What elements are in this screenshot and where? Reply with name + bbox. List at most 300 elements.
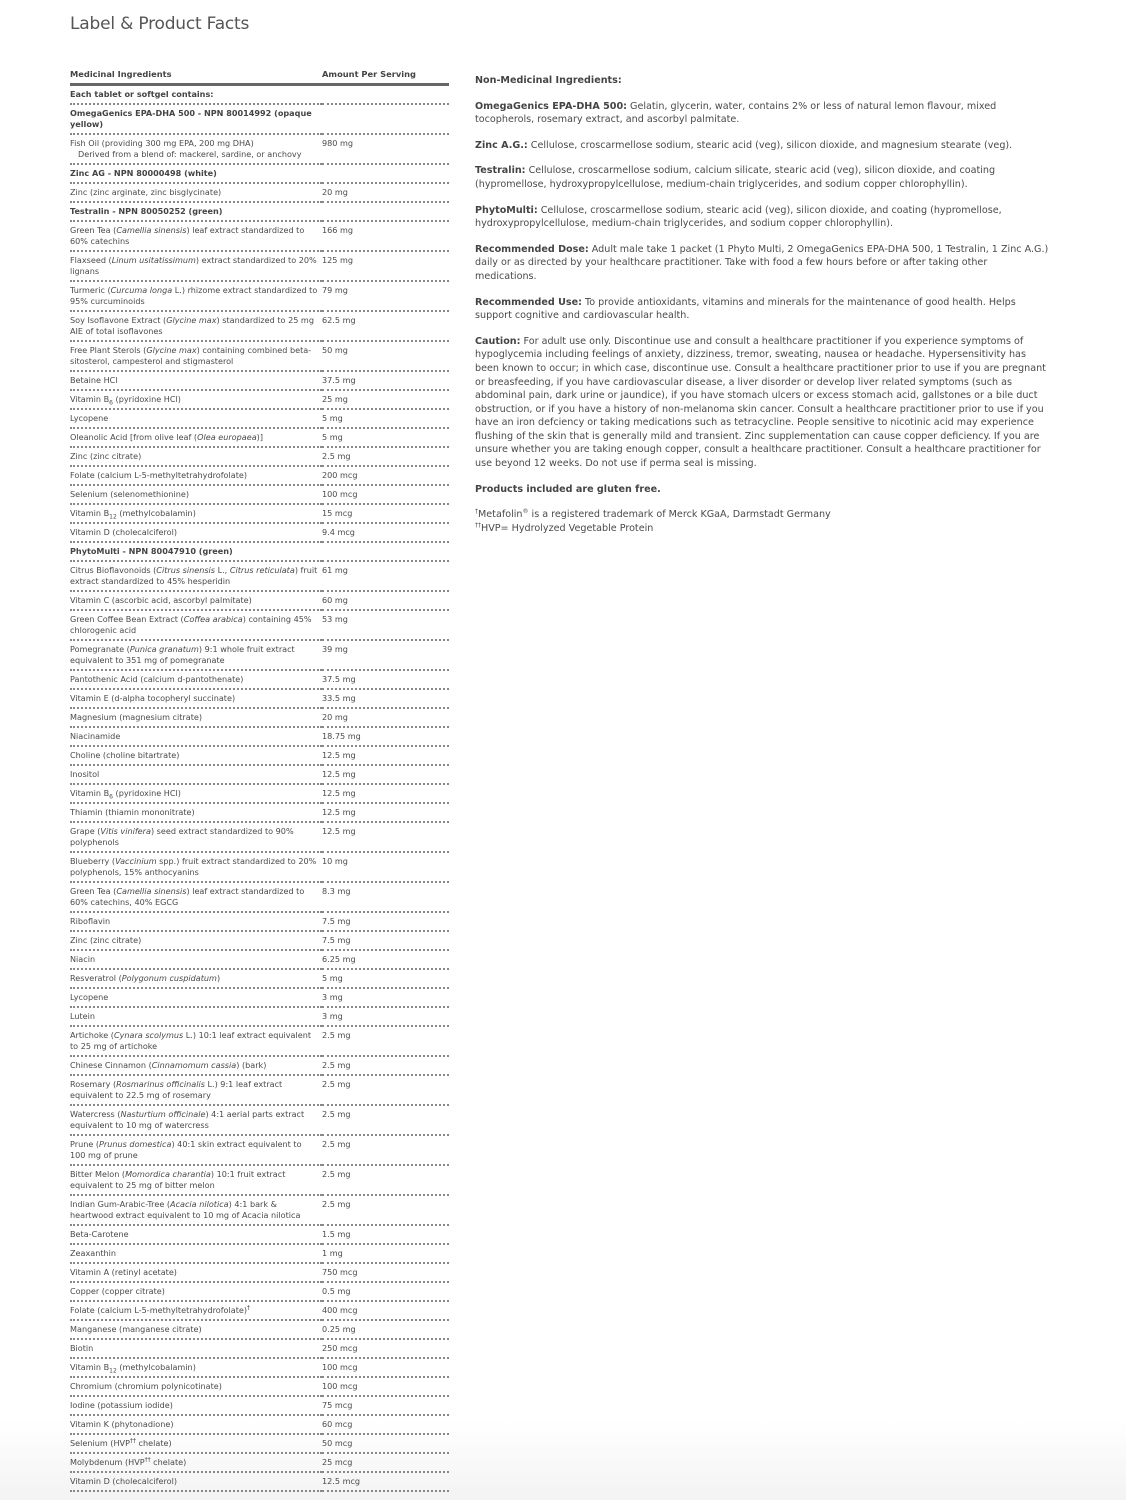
table-row bbox=[70, 765, 449, 784]
ingredient-text: Chinese Cinnamon ( bbox=[70, 1060, 152, 1070]
amount-per-serving: 25 mcg bbox=[322, 1453, 449, 1472]
ingredient-name bbox=[70, 640, 322, 670]
ingredient-text: chelate) bbox=[135, 1438, 172, 1448]
table-row bbox=[70, 1135, 449, 1165]
info-section-text: Cellulose, croscarmellose sodium, stearic acid (veg), silicon dioxide, and coating (hypromellose, hydroxypropylcellulose, medium-chain triglycerides, and sodium copper chlorophyllin). bbox=[475, 204, 1002, 230]
ingredient-text: chelate) bbox=[150, 1457, 187, 1467]
ingredient-name bbox=[70, 988, 322, 1007]
ingredient-text: Green Tea ( bbox=[70, 225, 117, 235]
ingredient-text: Magnesium (magnesium citrate) bbox=[70, 712, 203, 722]
table-row bbox=[70, 882, 449, 912]
ingredient-text: Blueberry ( bbox=[70, 856, 116, 866]
table-row bbox=[70, 950, 449, 969]
group-label: Testralin - NPN 80050252 (green) bbox=[70, 202, 322, 221]
ingredient-name bbox=[70, 221, 322, 251]
ingredient-text: ) 10:1 fruit extract equivalent to 25 mg of bitter melon bbox=[70, 1169, 286, 1190]
ingredient-name bbox=[70, 1415, 322, 1434]
table-row bbox=[70, 1339, 449, 1358]
ingredient-text: ) 9:1 whole fruit extract equivalent to 351 mg of pomegranate bbox=[70, 644, 295, 665]
non-medicinal-heading: Non-Medicinal Ingredients: bbox=[475, 75, 622, 86]
ingredient-name bbox=[70, 1320, 322, 1339]
table-group-row bbox=[70, 542, 449, 561]
ingredient-text: ) leaf extract standardized to 60% catechins bbox=[70, 225, 305, 246]
ingredient-text: Pantothenic Acid (calcium d-pantothenate) bbox=[70, 674, 244, 684]
ingredient-text: L.) 9:1 leaf extract equivalent to 22.5 mg of rosemary bbox=[70, 1079, 283, 1100]
latin-name: Polygonum cuspidatum bbox=[121, 973, 217, 983]
ingredient-text: L.) rhizome extract standardized to 95% curcuminoids bbox=[70, 285, 318, 306]
ingredient-name bbox=[70, 822, 322, 852]
amount-per-serving: 7.5 mg bbox=[322, 931, 449, 950]
info-section bbox=[475, 139, 1050, 153]
table-row bbox=[70, 1358, 449, 1377]
ingredient-name bbox=[70, 485, 322, 504]
footnote bbox=[475, 522, 1050, 536]
page-title: Label & Product Facts bbox=[70, 14, 250, 34]
ingredient-text: Selenium (selenomethionine) bbox=[70, 489, 189, 499]
amount-per-serving: 5 mg bbox=[322, 428, 449, 447]
ingredient-text: Thiamin (thiamin mononitrate) bbox=[70, 807, 195, 817]
table-row bbox=[70, 1377, 449, 1396]
ingredient-name bbox=[70, 727, 322, 746]
group-amount-empty bbox=[322, 202, 449, 221]
ingredient-text: (methylcobalamin) bbox=[116, 508, 196, 518]
amount-per-serving: 2.5 mg bbox=[322, 1075, 449, 1105]
table-row bbox=[70, 1301, 449, 1320]
ingredient-name bbox=[70, 1026, 322, 1056]
ingredient-subscript: 12 bbox=[109, 1367, 117, 1375]
table-row bbox=[70, 746, 449, 765]
latin-name: Cinnamomum cassia bbox=[151, 1060, 237, 1070]
ingredient-name bbox=[70, 1225, 322, 1244]
ingredient-text: Biotin bbox=[70, 1343, 94, 1353]
amount-per-serving: 61 mg bbox=[322, 561, 449, 591]
latin-name: Citrus reticulata bbox=[229, 565, 295, 575]
table-row bbox=[70, 727, 449, 746]
ingredient-name bbox=[70, 882, 322, 912]
table-row bbox=[70, 251, 449, 281]
ingredient-text: L.) 10:1 leaf extract equivalent to 25 mg of artichoke bbox=[70, 1030, 312, 1051]
info-section-text: Gelatin, glycerin, water, contains 2% or less of natural lemon flavour, mixed tocopherols, rosemary extract, and ascorbyl palmitate. bbox=[475, 100, 997, 126]
amount-per-serving: 25 mg bbox=[322, 390, 449, 409]
ingredient-subscript: 12 bbox=[109, 513, 117, 521]
table-row bbox=[70, 1026, 449, 1056]
table-row bbox=[70, 1434, 449, 1453]
table-row bbox=[70, 591, 449, 610]
amount-per-serving: 12.5 mcg bbox=[322, 1472, 449, 1491]
latin-name: Camellia sinensis bbox=[116, 886, 187, 896]
ingredient-text: Vitamin K (phytonadione) bbox=[70, 1419, 174, 1429]
ingredient-name bbox=[70, 765, 322, 784]
ingredient-text: Vitamin C (ascorbic acid, ascorbyl palmitate) bbox=[70, 595, 252, 605]
ingredient-text: Soy Isoflavone Extract ( bbox=[70, 315, 167, 325]
column-header-ingredient: Medicinal Ingredients bbox=[70, 69, 322, 85]
table-row bbox=[70, 183, 449, 202]
amount-per-serving: 60 mcg bbox=[322, 1415, 449, 1434]
info-section-label: Recommended Dose: bbox=[475, 243, 589, 255]
ingredient-name bbox=[70, 1358, 322, 1377]
ingredient-name bbox=[70, 689, 322, 708]
ingredient-text: Molybdenum (HVP bbox=[70, 1457, 145, 1467]
ingredient-text: Lutein bbox=[70, 1011, 96, 1021]
ingredient-text: Vitamin D (cholecalciferol) bbox=[70, 1476, 177, 1486]
gluten-free-note: Products included are gluten free. bbox=[475, 483, 661, 495]
ingredient-name bbox=[70, 1105, 322, 1135]
ingredient-name bbox=[70, 1453, 322, 1472]
amount-per-serving: 3 mg bbox=[322, 1007, 449, 1026]
amount-per-serving: 15 mcg bbox=[322, 504, 449, 523]
footnote-text: Metafolin bbox=[478, 509, 523, 521]
info-section-label: Zinc A.G.: bbox=[475, 139, 528, 151]
info-section bbox=[475, 100, 1050, 127]
info-section-label: PhytoMulti: bbox=[475, 204, 538, 216]
ingredient-text: Citrus Bioflavonoids ( bbox=[70, 565, 157, 575]
ingredient-text: Indian Gum-Arabic-Tree ( bbox=[70, 1199, 171, 1209]
table-row bbox=[70, 1320, 449, 1339]
table-row bbox=[70, 988, 449, 1007]
amount-per-serving: 12.5 mg bbox=[322, 803, 449, 822]
table-row bbox=[70, 1165, 449, 1195]
ingredient-text: Fish Oil (providing 300 mg EPA, 200 mg DHA) bbox=[70, 138, 254, 148]
amount-per-serving: 2.5 mg bbox=[322, 1195, 449, 1225]
table-group-row bbox=[70, 164, 449, 183]
ingredient-name bbox=[70, 803, 322, 822]
ingredient-text: Niacin bbox=[70, 954, 96, 964]
amount-per-serving: 2.5 mg bbox=[322, 1165, 449, 1195]
ingredient-name bbox=[70, 1339, 322, 1358]
info-section bbox=[475, 335, 1050, 471]
ingredient-text: ) fruit extract standardized to 45% hesperidin bbox=[70, 565, 318, 586]
footnote-text: is a registered trademark of Merck KGaA, Darmstadt Germany bbox=[528, 509, 831, 521]
amount-per-serving: 980 mg bbox=[322, 134, 449, 164]
ingredient-text: )] bbox=[256, 432, 263, 442]
ingredient-name bbox=[70, 1472, 322, 1491]
info-section-label: Testralin: bbox=[475, 165, 526, 177]
ingredient-text: Green Tea ( bbox=[70, 886, 117, 896]
ingredient-text: ) leaf extract standardized to 60% catechins, 40% EGCG bbox=[70, 886, 305, 907]
table-row bbox=[70, 466, 449, 485]
amount-per-serving: 8.3 mg bbox=[322, 882, 449, 912]
group-label: OmegaGenics EPA-DHA 500 - NPN 80014992 (opaque yellow) bbox=[70, 104, 322, 134]
amount-per-serving: 9.4 mcg bbox=[322, 523, 449, 542]
group-amount-empty bbox=[322, 85, 449, 105]
amount-per-serving: 0.5 mg bbox=[322, 1282, 449, 1301]
table-row bbox=[70, 281, 449, 311]
group-amount-empty bbox=[322, 164, 449, 183]
footnote-mark: †† bbox=[475, 522, 481, 530]
ingredient-text: Pomegranate ( bbox=[70, 644, 130, 654]
ingredient-text: Resveratrol ( bbox=[70, 973, 122, 983]
table-row bbox=[70, 1007, 449, 1026]
group-label: Zinc AG - NPN 80000498 (white) bbox=[70, 164, 322, 183]
table-row bbox=[70, 708, 449, 727]
table-group-row bbox=[70, 104, 449, 134]
ingredient-name bbox=[70, 428, 322, 447]
ingredient-text: Vitamin B bbox=[70, 394, 110, 404]
ingredient-name bbox=[70, 708, 322, 727]
ingredient-name bbox=[70, 1263, 322, 1282]
table-row bbox=[70, 640, 449, 670]
amount-per-serving: 166 mg bbox=[322, 221, 449, 251]
ingredient-text: (pyridoxine HCl) bbox=[112, 788, 181, 798]
ingredient-text: Prune ( bbox=[70, 1139, 100, 1149]
ingredient-text: Zeaxanthin bbox=[70, 1248, 117, 1258]
latin-name: Rosmarinus officinalis bbox=[116, 1079, 205, 1089]
ingredient-text: ) containing 45% chlorogenic acid bbox=[70, 614, 312, 635]
table-row bbox=[70, 1415, 449, 1434]
table-row bbox=[70, 1056, 449, 1075]
amount-per-serving: 250 mcg bbox=[322, 1339, 449, 1358]
ingredient-name bbox=[70, 504, 322, 523]
latin-name: Prunus domestica bbox=[99, 1139, 172, 1149]
ingredient-text: Vitamin E (d-alpha tocopheryl succinate) bbox=[70, 693, 236, 703]
footnote-mark: † bbox=[475, 508, 478, 516]
info-section-label: OmegaGenics EPA-DHA 500: bbox=[475, 100, 627, 112]
ingredient-name bbox=[70, 390, 322, 409]
ingredient-text: Flaxseed ( bbox=[70, 255, 112, 265]
table-row bbox=[70, 969, 449, 988]
table-row bbox=[70, 1225, 449, 1244]
ingredient-name bbox=[70, 912, 322, 931]
ingredient-text: Vitamin D (cholecalciferol) bbox=[70, 527, 177, 537]
ingredient-text: Selenium (HVP bbox=[70, 1438, 130, 1448]
amount-per-serving: 75 mcg bbox=[322, 1396, 449, 1415]
info-section bbox=[475, 204, 1050, 231]
table-row bbox=[70, 523, 449, 542]
ingredient-text: Inositol bbox=[70, 769, 100, 779]
ingredient-text: Zinc (zinc citrate) bbox=[70, 451, 142, 461]
table-row bbox=[70, 1075, 449, 1105]
table-row bbox=[70, 1453, 449, 1472]
ingredient-name bbox=[70, 447, 322, 466]
ingredient-name bbox=[70, 1165, 322, 1195]
ingredient-text: Riboflavin bbox=[70, 916, 111, 926]
table-row bbox=[70, 371, 449, 390]
table-row bbox=[70, 1396, 449, 1415]
ingredient-text: L., bbox=[215, 565, 230, 575]
latin-name: Cynara scolymus bbox=[113, 1030, 184, 1040]
ingredient-text: Free Plant Sterols ( bbox=[70, 345, 147, 355]
amount-per-serving: 0.25 mg bbox=[322, 1320, 449, 1339]
ingredient-text: Vitamin A (retinyl acetate) bbox=[70, 1267, 177, 1277]
amount-per-serving: 12.5 mg bbox=[322, 746, 449, 765]
amount-per-serving: 12.5 mg bbox=[322, 784, 449, 803]
amount-per-serving: 100 mcg bbox=[322, 485, 449, 504]
amount-per-serving: 7.5 mg bbox=[322, 912, 449, 931]
ingredient-name bbox=[70, 1434, 322, 1453]
latin-name: Momordica charantia bbox=[125, 1169, 211, 1179]
table-group-row bbox=[70, 202, 449, 221]
footnote bbox=[475, 508, 1050, 522]
ingredient-name bbox=[70, 1007, 322, 1026]
info-section-text: Adult male take 1 packet (1 Phyto Multi, 2 OmegaGenics EPA-DHA 500, 1 Testralin, 1 Zinc A.G.) daily or as directed by your healthcare practitioner. Take with food a few hours before or after taking other medications. bbox=[475, 243, 1049, 282]
ingredient-name bbox=[70, 1301, 322, 1320]
info-section-label: Recommended Use: bbox=[475, 296, 582, 308]
ingredient-text: Vitamin B bbox=[70, 788, 110, 798]
ingredient-text: spp.) fruit extract standardized to 20% polyphenols, 15% anthocyanins bbox=[70, 856, 317, 877]
ingredient-text: ) bbox=[216, 973, 221, 983]
ingredient-text: ) 4:1 aerial parts extract equivalent to 10 mg of watercress bbox=[70, 1109, 305, 1130]
ingredient-text: Vitamin B bbox=[70, 1362, 110, 1372]
amount-per-serving: 750 mcg bbox=[322, 1263, 449, 1282]
ingredient-name bbox=[70, 1135, 322, 1165]
ingredient-name bbox=[70, 281, 322, 311]
latin-name: Citrus sinensis bbox=[156, 565, 216, 575]
ingredient-name bbox=[70, 523, 322, 542]
ingredient-text: (pyridoxine HCl) bbox=[112, 394, 181, 404]
amount-per-serving: 37.5 mg bbox=[322, 371, 449, 390]
info-section-text: For adult use only. Discontinue use and consult a healthcare practitioner if you experience symptoms of hypoglycemia including feelings of anxiety, dizziness, tremor, sweating, nausea or headache. Hypersensitivity has been known to occur; in which case, discontinue use. Consult a healthcare practitioner prior to use if you are pregnant or breasfeeding, if you have cardiovascular disease, a liver disorder or develop liver related symptoms (such as abdominal pain, dark urine or jaundice), if you have stomach ulcers or excess stomach acid, gallstones or a bile duct obstruction, or if you have a history of non-melanoma skin cancer. Consult a healthcare practitioner prior to use if you have an iron defciency or taking medications such as tetracycline. People sensitive to nicotinic acid may experience flushing of the skin that is generally mild and transient. Zinc supplementation can cause copper deficiency. If you are unsure whether you are taking enough copper, consult a healthcare practitioner. Consult a healthcare practitioner for use beyond 12 weeks. Do not use if perma seal is missing. bbox=[475, 335, 1046, 470]
ingredient-name bbox=[70, 950, 322, 969]
table-row bbox=[70, 504, 449, 523]
latin-name: Acacia nilotica bbox=[170, 1199, 229, 1209]
ingredient-text: Zinc (zinc arginate, zinc bisglycinate) bbox=[70, 187, 222, 197]
latin-name: Camellia sinensis bbox=[116, 225, 187, 235]
ingredient-name bbox=[70, 371, 322, 390]
ingredient-name bbox=[70, 183, 322, 202]
ingredient-name bbox=[70, 746, 322, 765]
amount-per-serving: 2.5 mg bbox=[322, 1056, 449, 1075]
ingredient-text: ) 4:1 bark & heartwood extract equivalent to 10 mg of Acacia nilotica bbox=[70, 1199, 301, 1220]
table-row bbox=[70, 390, 449, 409]
amount-per-serving: 5 mg bbox=[322, 409, 449, 428]
ingredient-text: Niacinamide bbox=[70, 731, 121, 741]
latin-name: Curcuma longa bbox=[110, 285, 173, 295]
ingredient-text: Beta-Carotene bbox=[70, 1229, 129, 1239]
table-row bbox=[70, 1195, 449, 1225]
table-row bbox=[70, 822, 449, 852]
ingredient-text: (methylcobalamin) bbox=[116, 1362, 196, 1372]
amount-per-serving: 200 mcg bbox=[322, 466, 449, 485]
amount-per-serving: 62.5 mg bbox=[322, 311, 449, 341]
ingredient-name bbox=[70, 610, 322, 640]
ingredient-name bbox=[70, 1377, 322, 1396]
ingredient-name bbox=[70, 409, 322, 428]
ingredient-text: Oleanolic Acid [from olive leaf ( bbox=[70, 432, 198, 442]
ingredient-name bbox=[70, 341, 322, 371]
info-section bbox=[475, 243, 1050, 284]
table-row bbox=[70, 311, 449, 341]
info-section bbox=[475, 164, 1050, 191]
table-row bbox=[70, 912, 449, 931]
ingredient-name bbox=[70, 670, 322, 689]
table-row bbox=[70, 803, 449, 822]
ingredient-text: ) standardized to 25 mg AIE of total isoflavones bbox=[70, 315, 314, 336]
ingredient-name bbox=[70, 784, 322, 803]
ingredient-text: Manganese (manganese citrate) bbox=[70, 1324, 202, 1334]
table-row bbox=[70, 1244, 449, 1263]
table-row bbox=[70, 409, 449, 428]
ingredient-name bbox=[70, 1282, 322, 1301]
latin-name: Vitis vinifera bbox=[100, 826, 151, 836]
table-group-row bbox=[70, 85, 449, 105]
medicinal-ingredients-panel bbox=[70, 69, 449, 1492]
amount-per-serving: 2.5 mg bbox=[322, 1105, 449, 1135]
group-label: Each tablet or softgel contains: bbox=[70, 85, 322, 105]
amount-per-serving: 12.5 mg bbox=[322, 822, 449, 852]
group-amount-empty bbox=[322, 542, 449, 561]
table-row bbox=[70, 221, 449, 251]
amount-per-serving: 20 mg bbox=[322, 708, 449, 727]
table-row bbox=[70, 485, 449, 504]
ingredient-name bbox=[70, 1075, 322, 1105]
ingredient-text: Turmeric ( bbox=[70, 285, 111, 295]
table-row bbox=[70, 784, 449, 803]
ingredient-text: Lycopene bbox=[70, 413, 109, 423]
group-label: PhytoMulti - NPN 80047910 (green) bbox=[70, 542, 322, 561]
table-row bbox=[70, 931, 449, 950]
info-section-text: Cellulose, croscarmellose sodium, calcium silicate, stearic acid (veg), silicon dioxide, and coating (hypromellose, hydroxypropylcellulose, medium-chain triglycerides, and sodium copper chlorophyllin). bbox=[475, 165, 996, 190]
table-row bbox=[70, 447, 449, 466]
amount-per-serving: 79 mg bbox=[322, 281, 449, 311]
ingredient-source-note: Derived from a blend of: mackerel, sardine, or anchovy bbox=[78, 149, 302, 159]
ingredient-name bbox=[70, 134, 322, 164]
ingredient-text: Iodine (potassium iodide) bbox=[70, 1400, 173, 1410]
ingredient-name bbox=[70, 591, 322, 610]
non-medicinal-info-panel bbox=[475, 74, 1050, 536]
table-row bbox=[70, 670, 449, 689]
table-header-row bbox=[70, 69, 449, 85]
info-sections bbox=[475, 100, 1050, 471]
amount-per-serving: 12.5 mg bbox=[322, 765, 449, 784]
ingredient-name bbox=[70, 311, 322, 341]
latin-name: Coffea arabica bbox=[183, 614, 243, 624]
ingredient-text: Grape ( bbox=[70, 826, 101, 836]
amount-per-serving: 2.5 mg bbox=[322, 1026, 449, 1056]
ingredient-name bbox=[70, 561, 322, 591]
ingredient-footnote-mark: †† bbox=[144, 1456, 151, 1464]
ingredient-text: Betaine HCl bbox=[70, 375, 118, 385]
info-section bbox=[475, 296, 1050, 323]
footnote-text: HVP= Hydrolyzed Vegetable Protein bbox=[481, 523, 654, 535]
info-section-text: Cellulose, croscarmellose sodium, stearic acid (veg), silicon dioxide, and magnesium stearate (veg). bbox=[527, 139, 1013, 151]
amount-per-serving: 10 mg bbox=[322, 852, 449, 882]
latin-name: Glycine max bbox=[146, 345, 197, 355]
column-header-amount: Amount Per Serving bbox=[322, 69, 449, 85]
ingredient-text: Green Coffee Bean Extract ( bbox=[70, 614, 184, 624]
table-row bbox=[70, 1105, 449, 1135]
amount-per-serving: 33.5 mg bbox=[322, 689, 449, 708]
ingredient-text: Zinc (zinc citrate) bbox=[70, 935, 142, 945]
ingredient-subscript: 6 bbox=[109, 793, 113, 801]
ingredient-name bbox=[70, 852, 322, 882]
amount-per-serving: 400 mcg bbox=[322, 1301, 449, 1320]
amount-per-serving: 60 mg bbox=[322, 591, 449, 610]
latin-name: Punica granatum bbox=[129, 644, 199, 654]
footnotes bbox=[475, 508, 1050, 536]
amount-per-serving: 50 mg bbox=[322, 341, 449, 371]
table-row bbox=[70, 341, 449, 371]
latin-name: Vaccinium bbox=[115, 856, 157, 866]
ingredient-name bbox=[70, 1195, 322, 1225]
table-row bbox=[70, 428, 449, 447]
amount-per-serving: 53 mg bbox=[322, 610, 449, 640]
table-row bbox=[70, 561, 449, 591]
ingredient-text: ) extract standardized to 20% lignans bbox=[70, 255, 317, 276]
ingredient-text: Folate (calcium L-5-methyltetrahydrofolate) bbox=[70, 470, 248, 480]
ingredient-text: Folate (calcium L-5-methyltetrahydrofolate) bbox=[70, 1305, 248, 1315]
ingredient-text: Vitamin B bbox=[70, 508, 110, 518]
ingredient-name bbox=[70, 466, 322, 485]
amount-per-serving: 2.5 mg bbox=[322, 447, 449, 466]
ingredient-name bbox=[70, 931, 322, 950]
ingredient-footnote-mark: † bbox=[247, 1304, 251, 1312]
ingredient-text: Bitter Melon ( bbox=[70, 1169, 126, 1179]
ingredient-text: Copper (copper citrate) bbox=[70, 1286, 165, 1296]
registered-mark: ® bbox=[522, 508, 529, 516]
amount-per-serving: 125 mg bbox=[322, 251, 449, 281]
amount-per-serving: 100 mcg bbox=[322, 1377, 449, 1396]
ingredient-text: Choline (choline bitartrate) bbox=[70, 750, 180, 760]
